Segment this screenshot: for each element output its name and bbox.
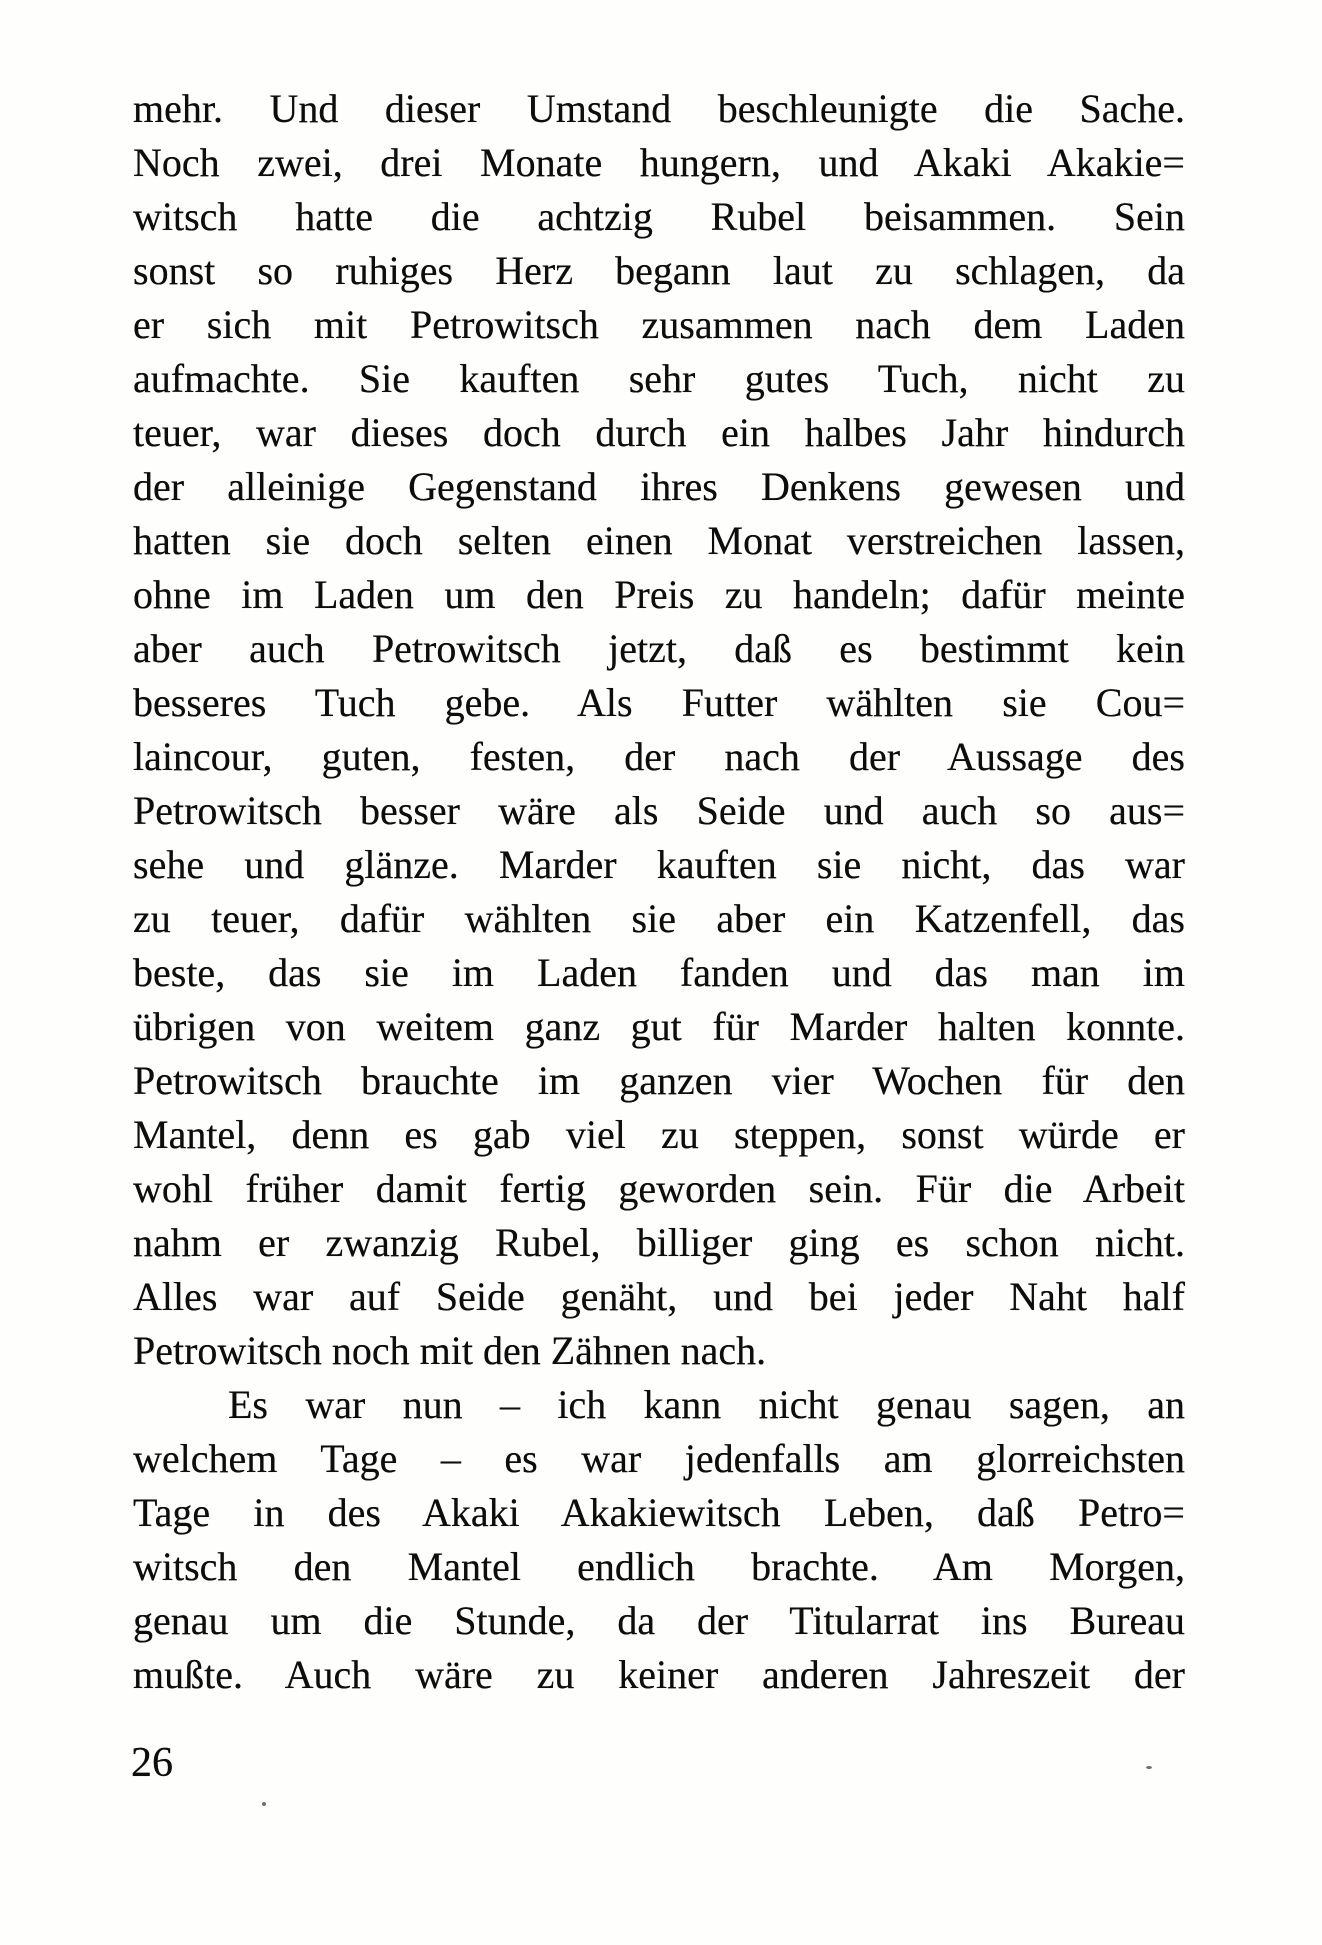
text-line: nahm er zwanzig Rubel, billiger ging es schon nicht. xyxy=(133,1220,1185,1265)
text-line: Mantel, denn es gab viel zu steppen, sonst würde er xyxy=(133,1112,1185,1157)
scan-speck xyxy=(1146,1766,1152,1769)
text-line: mußte. Auch wäre zu keiner anderen Jahreszeit der xyxy=(133,1652,1185,1697)
text-line: sehe und glänze. Marder kauften sie nicht, das war xyxy=(133,842,1185,887)
text-line: Noch zwei, drei Monate hungern, und Akaki Akakie= xyxy=(133,140,1185,185)
text-line: der alleinige Gegenstand ihres Denkens gewesen und xyxy=(133,464,1185,509)
text-line: Petrowitsch noch mit den Zähnen nach. xyxy=(133,1328,767,1373)
paragraph-1 xyxy=(133,82,1185,1378)
text-line: laincour, guten, festen, der nach der Aussage des xyxy=(133,734,1185,779)
text-line: aufmachte. Sie kauften sehr gutes Tuch, nicht zu xyxy=(133,356,1185,401)
text-line: genau um die Stunde, da der Titularrat ins Bureau xyxy=(133,1598,1185,1643)
text-line: beste, das sie im Laden fanden und das man im xyxy=(133,950,1185,995)
text-line: witsch hatte die achtzig Rubel beisammen. Sein xyxy=(133,194,1185,239)
text-line: Tage in des Akaki Akakiewitsch Leben, daß Petro= xyxy=(133,1490,1185,1535)
page-number: 26 xyxy=(131,1740,173,1786)
text-line: aber auch Petrowitsch jetzt, daß es bestimmt kein xyxy=(133,626,1185,671)
text-line: Alles war auf Seide genäht, und bei jeder Naht half xyxy=(133,1274,1185,1319)
text-line: übrigen von weitem ganz gut für Marder halten konnte. xyxy=(133,1004,1185,1049)
text-line: ohne im Laden um den Preis zu handeln; dafür meinte xyxy=(133,572,1185,617)
text-line: sonst so ruhiges Herz begann laut zu schlagen, da xyxy=(133,248,1185,293)
text-line: Petrowitsch besser wäre als Seide und auch so aus= xyxy=(133,788,1185,833)
text-line: welchem Tage – es war jedenfalls am glorreichsten xyxy=(133,1436,1185,1481)
text-line: Es war nun – ich kann nicht genau sagen, an xyxy=(228,1382,1185,1427)
text-line: zu teuer, dafür wählten sie aber ein Katzenfell, das xyxy=(133,896,1185,941)
text-line: er sich mit Petrowitsch zusammen nach dem Laden xyxy=(133,302,1185,347)
text-line: mehr. Und dieser Umstand beschleunigte die Sache. xyxy=(133,86,1185,131)
text-line: besseres Tuch gebe. Als Futter wählten sie Cou= xyxy=(133,680,1185,725)
scan-speck xyxy=(262,1802,266,1806)
text-line: teuer, war dieses doch durch ein halbes Jahr hindurch xyxy=(133,410,1185,455)
text-line: hatten sie doch selten einen Monat verstreichen lassen, xyxy=(133,518,1185,563)
text-line: wohl früher damit fertig geworden sein. Für die Arbeit xyxy=(133,1166,1185,1211)
text-block xyxy=(133,82,1185,1702)
text-line: Petrowitsch brauchte im ganzen vier Wochen für den xyxy=(133,1058,1185,1103)
paragraph-2 xyxy=(133,1378,1185,1702)
text-line: witsch den Mantel endlich brachte. Am Morgen, xyxy=(133,1544,1185,1589)
